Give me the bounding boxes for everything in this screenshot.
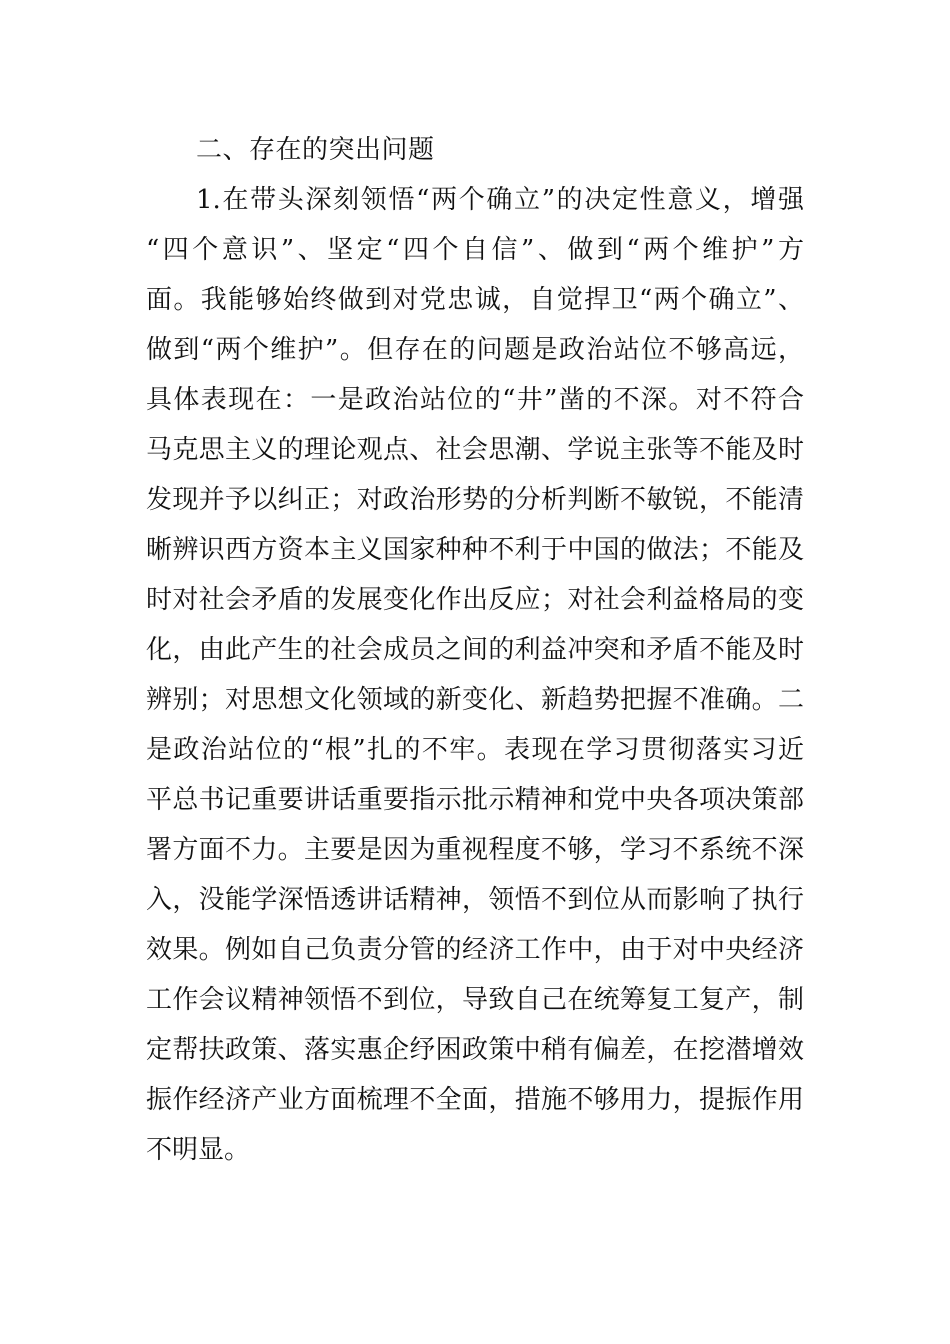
- paragraph-line: 辨别；对思想文化领域的新变化、新趋势把握不准确。二: [146, 685, 804, 715]
- paragraph-line: 效果。例如自己负责分管的经济工作中，由于对中央经济: [146, 935, 804, 965]
- paragraph-line: 工作会议精神领悟不到位，导致自己在统筹复工复产，制: [146, 985, 804, 1015]
- paragraph-line: 发现并予以纠正；对政治形势的分析判断不敏锐，不能清: [146, 485, 804, 515]
- paragraph-line: 马克思主义的理论观点、社会思潮、学说主张等不能及时: [146, 435, 804, 465]
- paragraph-line: “四个意识”、坚定“四个自信”、做到“两个维护”方: [146, 235, 804, 265]
- section-heading: 二、存在的突出问题: [196, 135, 435, 165]
- paragraph-line: 入，没能学深悟透讲话精神，领悟不到位从而影响了执行: [146, 885, 804, 915]
- paragraph-line: 1.在带头深刻领悟“两个确立”的决定性意义，增强: [196, 185, 804, 215]
- paragraph-line: 平总书记重要讲话重要指示批示精神和党中央各项决策部: [146, 785, 804, 815]
- paragraph-line: 面。我能够始终做到对党忠诚，自觉捍卫“两个确立”、: [146, 285, 804, 315]
- paragraph-line: 做到“两个维护”。但存在的问题是政治站位不够高远，: [146, 335, 804, 365]
- paragraph-line: 晰辨识西方资本主义国家种种不利于中国的做法；不能及: [146, 535, 804, 565]
- paragraph-line: 不明显。: [146, 1135, 251, 1165]
- paragraph-line: 化，由此产生的社会成员之间的利益冲突和矛盾不能及时: [146, 635, 804, 665]
- paragraph-line: 是政治站位的“根”扎的不牢。表现在学习贯彻落实习近: [146, 735, 804, 765]
- paragraph-line: 振作经济产业方面梳理不全面，措施不够用力，提振作用: [146, 1085, 804, 1115]
- paragraph-line: 时对社会矛盾的发展变化作出反应；对社会利益格局的变: [146, 585, 804, 615]
- paragraph-line: 定帮扶政策、落实惠企纾困政策中稍有偏差，在挖潜增效: [146, 1035, 804, 1065]
- paragraph-line: 具体表现在：一是政治站位的“井”凿的不深。对不符合: [146, 385, 804, 415]
- paragraph-line: 署方面不力。主要是因为重视程度不够，学习不系统不深: [146, 835, 804, 865]
